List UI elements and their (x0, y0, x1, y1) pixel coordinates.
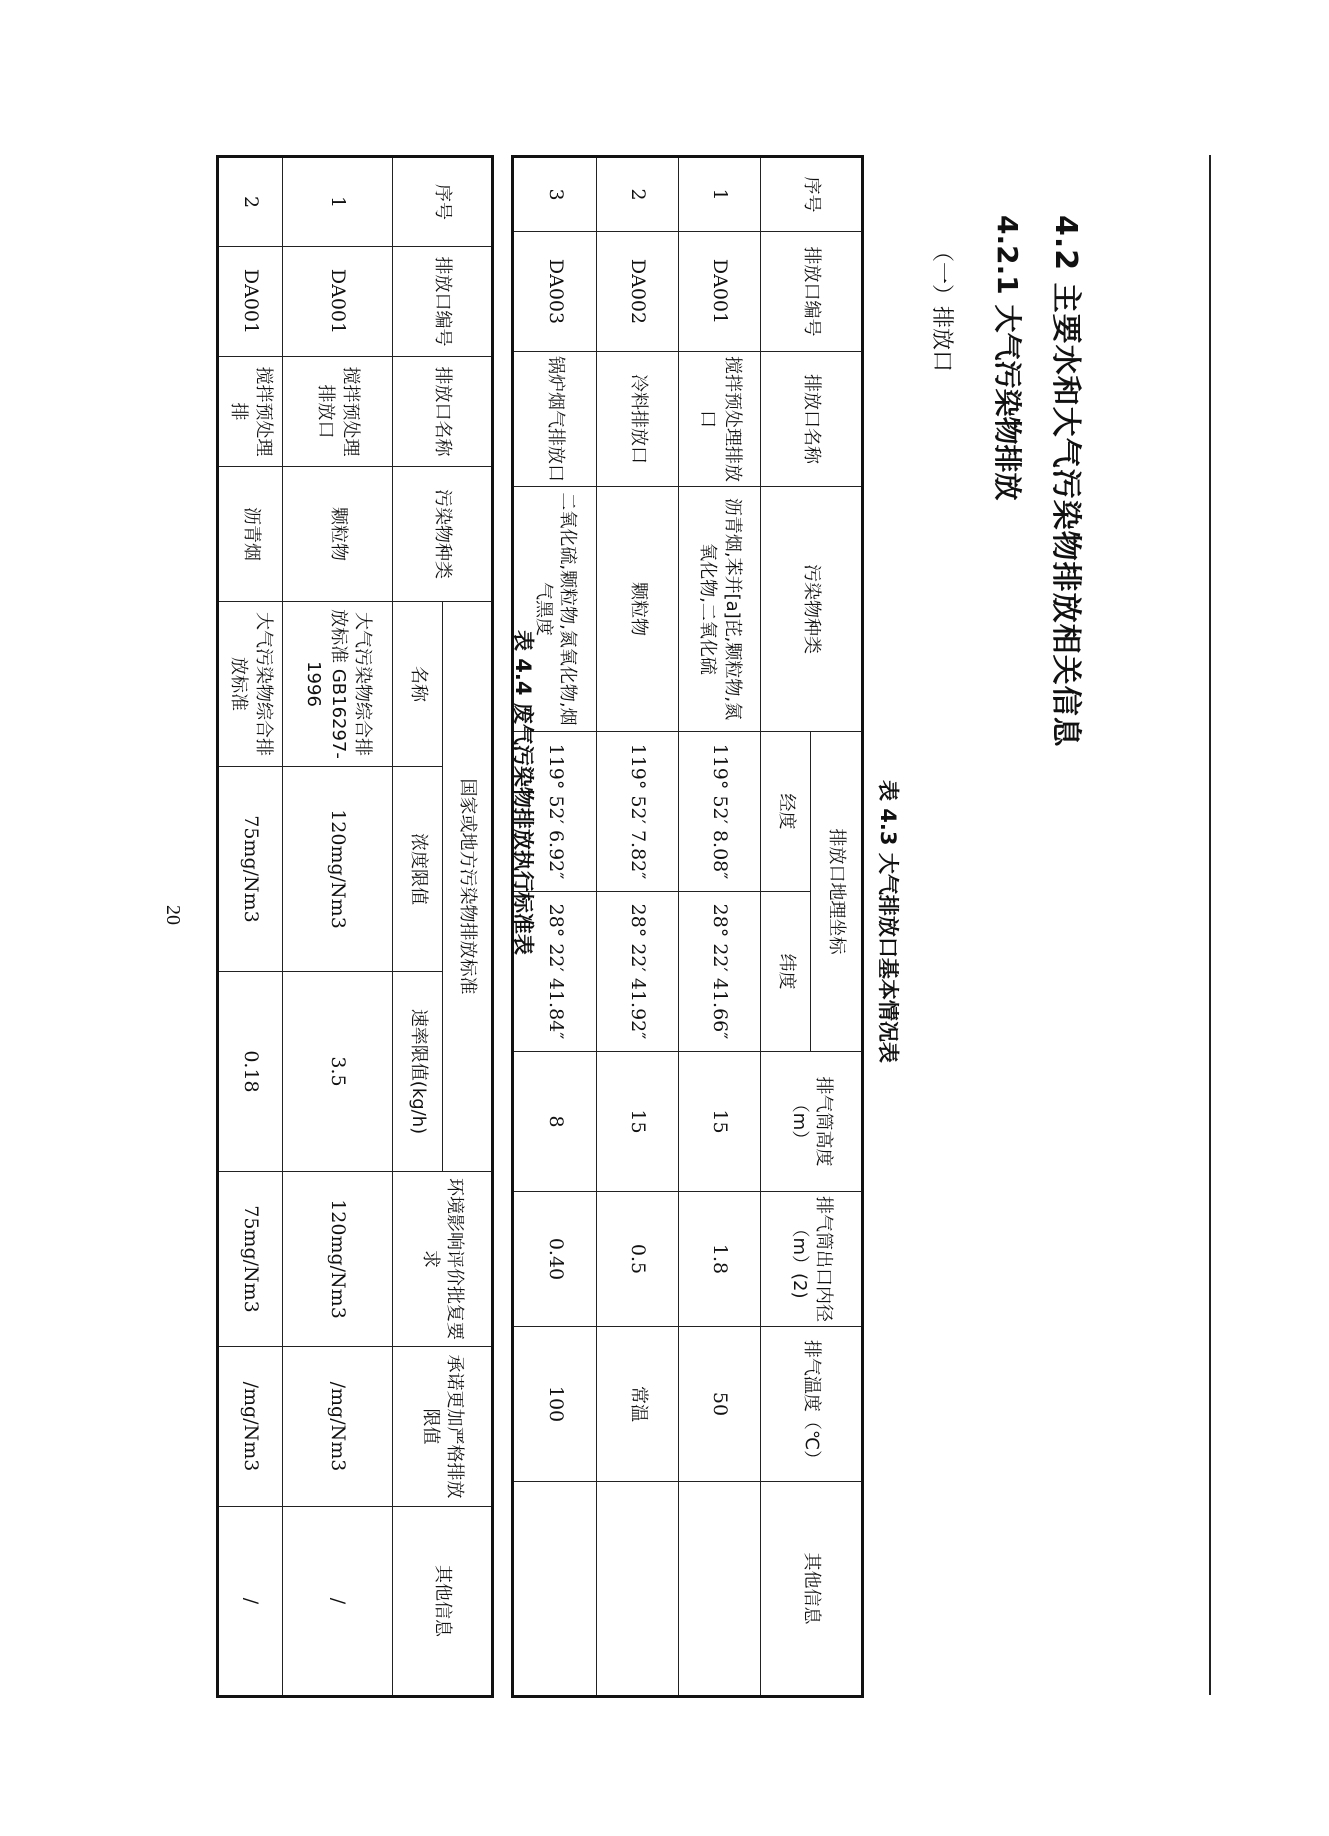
table-row (283, 157, 393, 1697)
t43-pollutants: 二氧化硫,颗粒物,氮氧化物,烟气黑度 (513, 487, 597, 732)
t43-header-code: 排放口编号 (761, 232, 863, 352)
t44-commit: /mg/Nm3 (283, 1347, 393, 1507)
t43-diameter: 0.40 (513, 1192, 597, 1327)
t44-conc: 120mg/Nm3 (283, 767, 393, 972)
t43-header-pollutants: 污染物种类 (761, 487, 863, 732)
t43-header-diameter: 排气筒出口内径（m）(2) (761, 1192, 863, 1327)
table-row (597, 157, 679, 1697)
t44-other: / (283, 1507, 393, 1697)
t44-rate: 3.5 (283, 972, 393, 1172)
t43-lon: 119° 52′ 6.92″ (513, 732, 597, 892)
t43-seq: 3 (513, 157, 597, 232)
t43-seq: 2 (597, 157, 679, 232)
t44-header-seq: 序号 (393, 157, 493, 247)
t43-diameter: 0.5 (597, 1192, 679, 1327)
t44-eia: 120mg/Nm3 (283, 1172, 393, 1347)
t44-name: 搅拌预处理排 (218, 357, 283, 467)
table-4-3-caption: 表 4.3 大气排放口基本情况表 (876, 780, 900, 1063)
t44-std-name: 大气污染物综合排放标准 GB16297-1996 (283, 602, 393, 767)
t44-header-rate: 速率限值(kg/h) (393, 972, 443, 1172)
t44-rate: 0.18 (218, 972, 283, 1172)
t43-lat: 28° 22′ 41.84″ (513, 892, 597, 1052)
t44-name: 搅拌预处理排放口 (283, 357, 393, 467)
t44-pollutant: 沥青烟 (218, 467, 283, 602)
t44-std-name: 大气污染物综合排放标准 (218, 602, 283, 767)
t43-header-lon: 经度 (761, 732, 811, 892)
page-number: 20 (162, 905, 184, 925)
t43-code: DA002 (597, 232, 679, 352)
t43-header-other: 其他信息 (761, 1482, 863, 1697)
t44-header-national: 国家或地方污染物排放标准 (443, 602, 493, 1172)
t43-other (513, 1482, 597, 1697)
table-4-3 (511, 155, 864, 1698)
t43-other (679, 1482, 761, 1697)
t44-header-conc: 浓度限值 (393, 767, 443, 972)
t43-lat: 28° 22′ 41.66″ (679, 892, 761, 1052)
t43-lon: 119° 52′ 7.82″ (597, 732, 679, 892)
t43-pollutants: 颗粒物 (597, 487, 679, 732)
t43-header-height: 排气筒高度（m） (761, 1052, 863, 1192)
t44-header-other: 其他信息 (393, 1507, 493, 1697)
t44-header-name: 排放口名称 (393, 357, 493, 467)
t43-other (597, 1482, 679, 1697)
t43-name: 冷料排放口 (597, 352, 679, 487)
t44-header-pollutant: 污染物种类 (393, 467, 493, 602)
t43-header-name: 排放口名称 (761, 352, 863, 487)
t43-header-temp: 排气温度（℃） (761, 1327, 863, 1482)
t44-seq: 1 (283, 157, 393, 247)
t43-name: 锅炉烟气排放口 (513, 352, 597, 487)
table-4-4 (216, 155, 494, 1698)
t43-name: 搅拌预处理排放口 (679, 352, 761, 487)
t43-code: DA003 (513, 232, 597, 352)
table-4-4-caption: 表 4.4 废气污染物排放执行标准表 (511, 630, 535, 955)
sub-subsection-heading: （一）排放口 (929, 240, 954, 373)
t43-lon: 119° 52′ 8.08″ (679, 732, 761, 892)
t44-seq: 2 (218, 157, 283, 247)
t43-header-lat: 纬度 (761, 892, 811, 1052)
t43-seq: 1 (679, 157, 761, 232)
t43-height: 8 (513, 1052, 597, 1192)
t43-code: DA001 (679, 232, 761, 352)
t43-height: 15 (679, 1052, 761, 1192)
t43-header-geo: 排放口地理坐标 (811, 732, 863, 1052)
table-row (218, 157, 283, 1697)
t43-temp: 50 (679, 1327, 761, 1482)
t44-conc: 75mg/Nm3 (218, 767, 283, 972)
t44-header-code: 排放口编号 (393, 247, 493, 357)
t44-header-eia: 环境影响评价批复要求 (393, 1172, 493, 1347)
t43-height: 15 (597, 1052, 679, 1192)
subsection-heading: 4.2.1 大气污染物排放 (991, 215, 1024, 501)
t44-other: / (218, 1507, 283, 1697)
t44-commit: /mg/Nm3 (218, 1347, 283, 1507)
header-rule (1209, 155, 1211, 1695)
t43-temp: 100 (513, 1327, 597, 1482)
t44-eia: 75mg/Nm3 (218, 1172, 283, 1347)
section-heading: 4.2 主要水和大气污染物排放相关信息 (1048, 215, 1083, 748)
t43-pollutants: 沥青烟,苯并[a]芘,颗粒物,氮氧化物,二氧化硫 (679, 487, 761, 732)
t44-code: DA001 (218, 247, 283, 357)
t43-diameter: 1.8 (679, 1192, 761, 1327)
t44-pollutant: 颗粒物 (283, 467, 393, 602)
table-row (679, 157, 761, 1697)
t44-header-std-name: 名称 (393, 602, 443, 767)
t43-header-seq: 序号 (761, 157, 863, 232)
t43-lat: 28° 22′ 41.92″ (597, 892, 679, 1052)
t44-code: DA001 (283, 247, 393, 357)
t43-temp: 常温 (597, 1327, 679, 1482)
t44-header-commit: 承诺更加严格排放限值 (393, 1347, 493, 1507)
